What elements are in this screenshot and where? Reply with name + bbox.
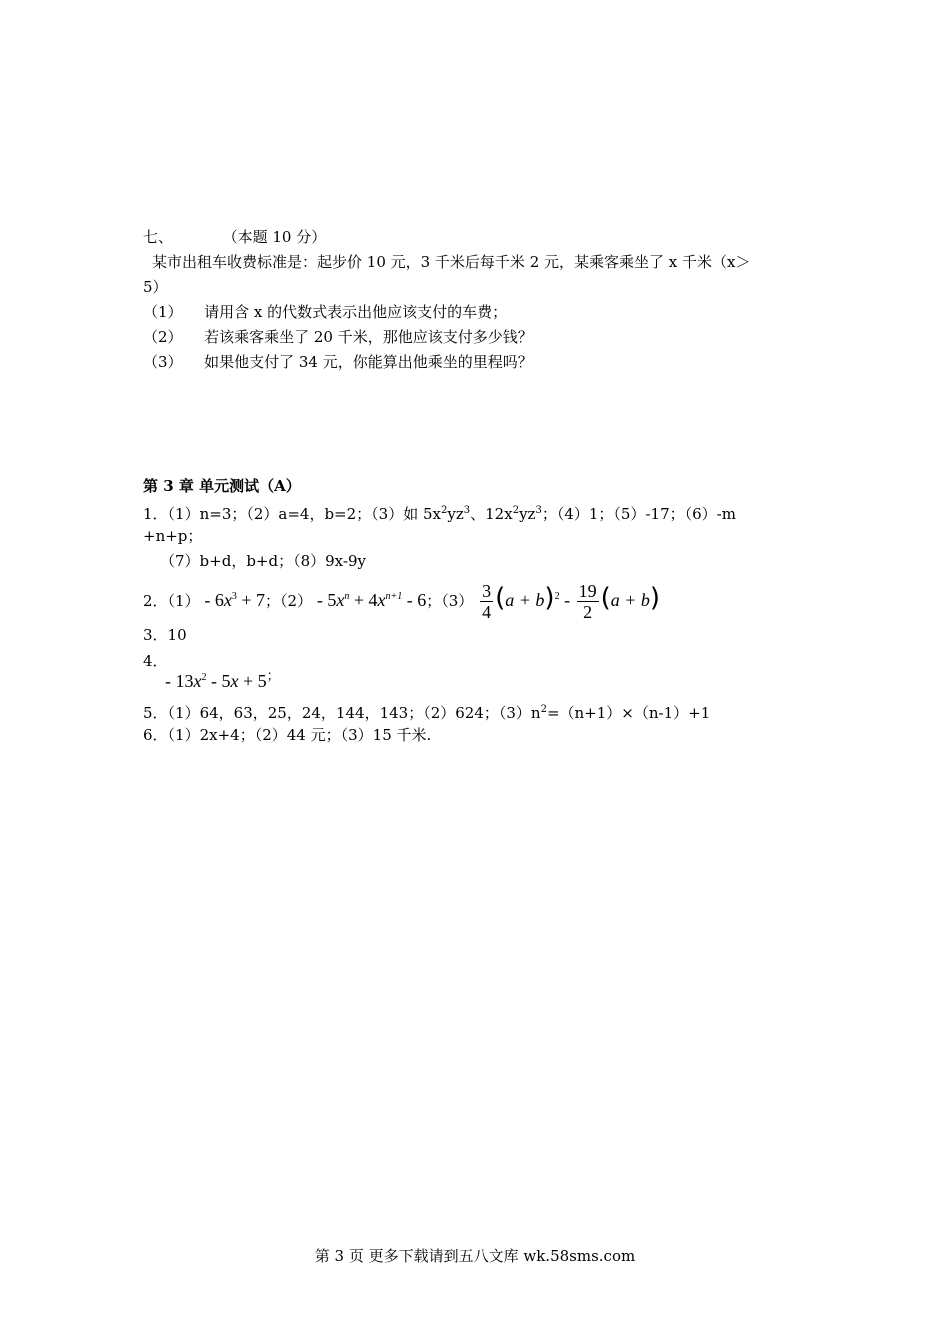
answer-5-text-b: =（n+1）×（n-1）+1 (546, 704, 711, 722)
fraction-denominator: 4 (482, 602, 492, 623)
section-points: （本题 10 分） (222, 228, 327, 246)
expr-part: + 4 (349, 590, 378, 610)
answer-2-expr-1 (204, 590, 265, 610)
answer-1-text-d: yz (519, 505, 536, 523)
question-1-text: 请用含 x 的代数式表示出他应该支付的车费； (204, 303, 508, 321)
expr-group: a + b (610, 590, 650, 610)
fraction-numerator: 3 (482, 581, 492, 602)
answer-2-expr-2 (317, 590, 426, 610)
answer-6: 6．（1）2x+4；（2）44 元；（3）15 千米. (143, 726, 432, 744)
question-2-text: 若该乘客乘坐了 20 千米，那他应该支付多少钱？ (204, 328, 533, 346)
answer-4-label: 4． (143, 652, 168, 670)
expr-exp: 2 (554, 591, 560, 602)
expr-part: - 6 (204, 590, 224, 610)
answer-2 (143, 577, 660, 621)
fraction-3-4 (480, 581, 493, 622)
fraction-numerator: 19 (578, 581, 597, 602)
answer-1-exp-3: 2 (512, 505, 520, 516)
answer-2-sep-1: ；（2） (265, 592, 313, 610)
problem-text-line-1: 某市出租车收费标准是：起步价 10 元，3 千米后每千米 2 元，某乘客乘坐了 x 千米（x＞ (152, 253, 751, 271)
expr-var: x (223, 590, 232, 610)
section-number: 七、 (143, 228, 174, 246)
answer-5-text-a: 5．（1）64，63，25，24，144，143；（2）624；（3）n (143, 704, 541, 722)
expr-semicolon: ； (266, 668, 280, 683)
answer-2-label: 2．（1） (143, 592, 200, 610)
expr-part: - (559, 590, 575, 610)
expr-var: x (336, 590, 345, 610)
answer-2-expr-3: $\frac{3}{4}$ $(a + b)^2$ - $\frac{19}{2}$ (a + b) (482, 581, 661, 623)
expr-var: x (193, 671, 202, 691)
answer-3: 3．10 (143, 626, 187, 644)
expr-var: x (230, 671, 239, 691)
answer-2-sep-2: ；（3） (426, 592, 474, 610)
expr-group: a + b (505, 590, 545, 610)
answer-5 (143, 700, 710, 723)
question-1 (143, 302, 507, 322)
question-2 (143, 327, 533, 347)
answer-1-text-b: yz (447, 505, 464, 523)
fraction-19-2 (577, 581, 599, 622)
fraction-denominator: 2 (583, 602, 593, 623)
answer-1-line-1 (143, 501, 736, 524)
expr-exp: 3 (231, 591, 237, 602)
section-7-heading (143, 227, 326, 247)
answer-1-text-a: 1．（1）n=3；（2）a=4，b=2；（3）如 5x (143, 505, 441, 523)
answer-4-expr (165, 664, 280, 693)
answer-5-exp: 2 (540, 704, 547, 715)
problem-text-line-2: 5） (143, 278, 168, 296)
expr-exp: 2 (201, 672, 207, 683)
answer-1-line-3: （7）b+d，b+d；（8）9x-9y (160, 552, 366, 570)
question-2-number: （2） (143, 328, 183, 346)
answer-1-line-2: +n+p； (143, 527, 203, 545)
page-footer: 第 3 页 更多下载请到五八文库 wk.58sms.com (314, 1247, 636, 1265)
question-1-number: （1） (143, 303, 183, 321)
expr-exp: n+1 (385, 591, 403, 602)
answer-1-exp-2: 3 (463, 505, 471, 516)
question-3 (143, 352, 533, 372)
answer-1-text-e: ；（4）1；（5）-17；（6）-m (541, 505, 736, 523)
expr-part: - 5 (206, 671, 231, 691)
expr-part: + 7 (236, 590, 266, 610)
answer-1-exp-4: 3 (535, 505, 542, 516)
question-3-text: 如果他支付了 34 元，你能算出他乘坐的里程吗？ (204, 353, 533, 371)
expr-exp: n (344, 591, 350, 602)
answer-1-exp-1: 2 (441, 505, 448, 516)
expr-part: - 6 (402, 590, 427, 610)
expr-part: - 5 (316, 590, 337, 610)
answer-1-text-c: 、12x (470, 505, 513, 523)
question-3-number: （3） (143, 353, 183, 371)
expr-part: - 13 (165, 671, 194, 691)
answers-title: 第 3 章 单元测试（A） (143, 477, 301, 495)
expr-var: x (377, 590, 386, 610)
expr-part: + 5 (238, 671, 267, 691)
